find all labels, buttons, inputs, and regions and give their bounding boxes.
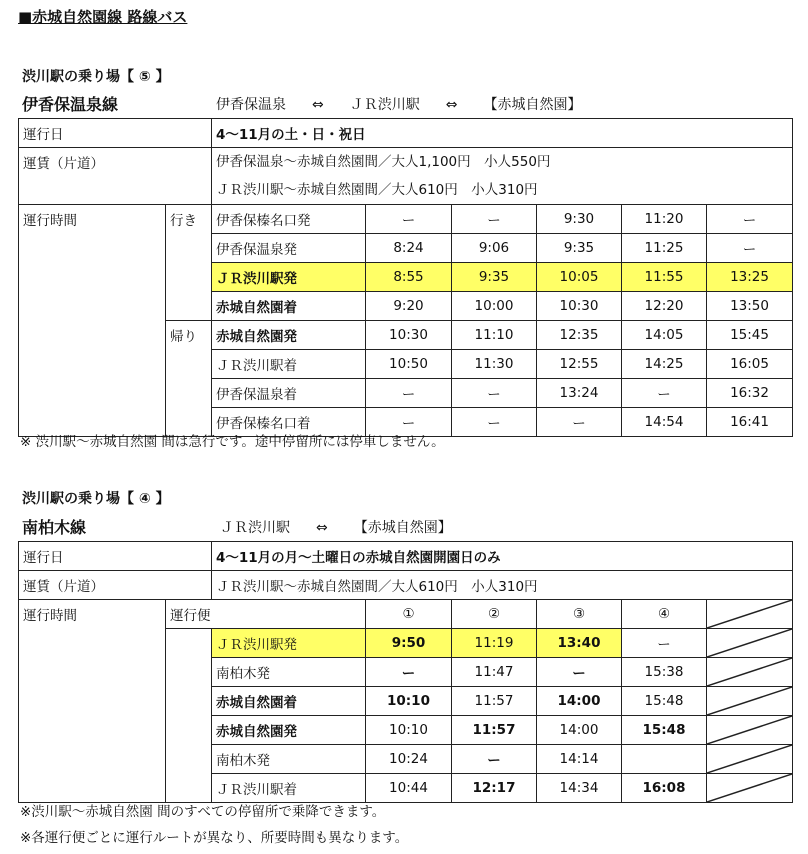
fare-value: ＪＲ渋川駅〜赤城自然園間／大人610円 小人310円 xyxy=(212,571,793,600)
time-cell: 14:14 xyxy=(537,745,622,774)
section1-heading: 渋川駅の乗り場【 ⑤ 】 xyxy=(22,69,170,85)
diagonal-empty-cell xyxy=(707,745,793,774)
time-cell: 10:30 xyxy=(366,321,452,350)
time-cell xyxy=(622,745,707,774)
time-cell: 16:41 xyxy=(707,408,793,437)
page-title: ■赤城自然園線 路線バス xyxy=(18,8,188,26)
time-cell: ー xyxy=(366,205,452,234)
time-cell: 11:57 xyxy=(452,716,537,745)
time-cell: ー xyxy=(452,745,537,774)
time-cell: 15:45 xyxy=(707,321,793,350)
time-cell: 10:24 xyxy=(366,745,452,774)
fare-value: 伊香保温泉〜赤城自然園間／大人1,100円 小人550円 ＪＲ渋川駅〜赤城自然園間／大人610円 小人310円 xyxy=(212,148,793,205)
days-value: 4〜11月の月〜土曜日の赤城自然園開園日のみ xyxy=(212,542,793,571)
stop-name: 赤城自然園発 xyxy=(212,716,366,745)
label-service: 運行便 xyxy=(166,600,366,629)
label-fare: 運賃（片道） xyxy=(19,148,212,205)
time-cell: ー xyxy=(537,658,622,687)
time-cell: ー xyxy=(366,379,452,408)
stop-name: 南柏木発 xyxy=(212,658,366,687)
direction-outbound: 行き xyxy=(166,205,212,321)
time-cell: ー xyxy=(707,205,793,234)
time-cell: 13:24 xyxy=(537,379,622,408)
time-cell: 15:48 xyxy=(622,687,707,716)
time-cell: 9:30 xyxy=(537,205,622,234)
service-number: ① xyxy=(366,600,452,629)
service-number: ④ xyxy=(622,600,707,629)
section2-note-2: ※各運行便ごとに運行ルートが異なり、所要時間も異なります。 xyxy=(20,830,409,846)
days-value: 4〜11月の土・日・祝日 xyxy=(212,119,793,148)
section1-timetable xyxy=(18,118,793,437)
time-cell: 11:10 xyxy=(452,321,537,350)
time-cell: 12:35 xyxy=(537,321,622,350)
time-cell: 11:47 xyxy=(452,658,537,687)
time-cell: 14:25 xyxy=(622,350,707,379)
stop-name: ＪＲ渋川駅発 xyxy=(212,629,366,658)
spacer-cell xyxy=(166,629,212,803)
time-cell: 13:25 xyxy=(707,263,793,292)
time-cell: ー xyxy=(366,658,452,687)
label-days: 運行日 xyxy=(19,119,212,148)
table-header-row xyxy=(19,600,793,629)
time-cell: 14:00 xyxy=(537,687,622,716)
stop-name: 伊香保温泉着 xyxy=(212,379,366,408)
time-cell: 13:50 xyxy=(707,292,793,321)
time-cell: 11:55 xyxy=(622,263,707,292)
time-cell: ー xyxy=(707,234,793,263)
stop-name: 伊香保榛名口着 xyxy=(212,408,366,437)
label-days: 運行日 xyxy=(19,542,212,571)
time-cell: 15:48 xyxy=(622,716,707,745)
stop-name: ＪＲ渋川駅着 xyxy=(212,774,366,803)
diagonal-empty-cell xyxy=(707,658,793,687)
section1-route-path: 伊香保温泉 ⇔ ＪＲ渋川駅 ⇔ 【赤城自然園】 xyxy=(216,97,582,113)
stop-name: 赤城自然園着 xyxy=(212,687,366,716)
time-cell: 11:20 xyxy=(622,205,707,234)
time-cell: 11:57 xyxy=(452,687,537,716)
time-cell: ー xyxy=(366,408,452,437)
section2-timetable xyxy=(18,541,793,803)
stop-name: ＪＲ渋川駅着 xyxy=(212,350,366,379)
label-times: 運行時間 xyxy=(19,600,166,803)
diagonal-empty-cell xyxy=(707,687,793,716)
section2-route-name: 南柏木線 xyxy=(22,518,87,537)
time-cell: 16:32 xyxy=(707,379,793,408)
time-cell: 11:30 xyxy=(452,350,537,379)
time-cell: ー xyxy=(452,408,537,437)
time-cell: ー xyxy=(622,379,707,408)
label-times: 運行時間 xyxy=(19,205,166,437)
diagonal-empty-cell xyxy=(707,716,793,745)
time-cell: 10:30 xyxy=(537,292,622,321)
time-cell: ー xyxy=(452,379,537,408)
time-cell: 10:44 xyxy=(366,774,452,803)
section2-note-1: ※渋川駅〜赤城自然園 間のすべての停留所で乗降できます。 xyxy=(20,804,386,820)
diagonal-empty-cell xyxy=(707,774,793,803)
time-cell: 9:06 xyxy=(452,234,537,263)
time-cell: 10:10 xyxy=(366,716,452,745)
time-cell: 10:10 xyxy=(366,687,452,716)
time-cell: ー xyxy=(537,408,622,437)
time-cell: 12:55 xyxy=(537,350,622,379)
time-cell: 9:50 xyxy=(366,629,452,658)
stop-name: 赤城自然園着 xyxy=(212,292,366,321)
label-fare: 運賃（片道） xyxy=(19,571,212,600)
time-cell: ー xyxy=(622,629,707,658)
stop-name: 南柏木発 xyxy=(212,745,366,774)
time-cell: 14:34 xyxy=(537,774,622,803)
service-number: ③ xyxy=(537,600,622,629)
time-cell: 10:05 xyxy=(537,263,622,292)
time-cell: 11:19 xyxy=(452,629,537,658)
stop-name: 伊香保榛名口発 xyxy=(212,205,366,234)
stop-name: 伊香保温泉発 xyxy=(212,234,366,263)
time-cell: 14:05 xyxy=(622,321,707,350)
time-cell: 16:05 xyxy=(707,350,793,379)
time-cell: 12:17 xyxy=(452,774,537,803)
time-cell: 8:55 xyxy=(366,263,452,292)
time-cell: 10:50 xyxy=(366,350,452,379)
time-cell: 14:00 xyxy=(537,716,622,745)
time-cell: 13:40 xyxy=(537,629,622,658)
stop-name: 赤城自然園発 xyxy=(212,321,366,350)
direction-return: 帰り xyxy=(166,321,212,437)
time-cell: 15:38 xyxy=(622,658,707,687)
time-cell: 8:24 xyxy=(366,234,452,263)
section2-heading: 渋川駅の乗り場【 ④ 】 xyxy=(22,491,170,507)
time-cell: ー xyxy=(452,205,537,234)
time-cell: 12:20 xyxy=(622,292,707,321)
service-number: ② xyxy=(452,600,537,629)
time-cell: 11:25 xyxy=(622,234,707,263)
time-cell: 9:20 xyxy=(366,292,452,321)
table-row xyxy=(19,205,793,234)
time-cell: 10:00 xyxy=(452,292,537,321)
time-cell: 16:08 xyxy=(622,774,707,803)
diagonal-empty-cell xyxy=(707,629,793,658)
section2-route-path: ＪＲ渋川駅 ⇔ 【赤城自然園】 xyxy=(220,520,452,536)
section1-route-name: 伊香保温泉線 xyxy=(22,95,119,114)
time-cell: 9:35 xyxy=(537,234,622,263)
stop-name: ＪＲ渋川駅発 xyxy=(212,263,366,292)
diagonal-empty-cell xyxy=(707,600,793,629)
section1-note: ※ 渋川駅〜赤城自然園 間は急行です。途中停留所には停車しません。 xyxy=(20,434,445,450)
time-cell: 9:35 xyxy=(452,263,537,292)
time-cell: 14:54 xyxy=(622,408,707,437)
